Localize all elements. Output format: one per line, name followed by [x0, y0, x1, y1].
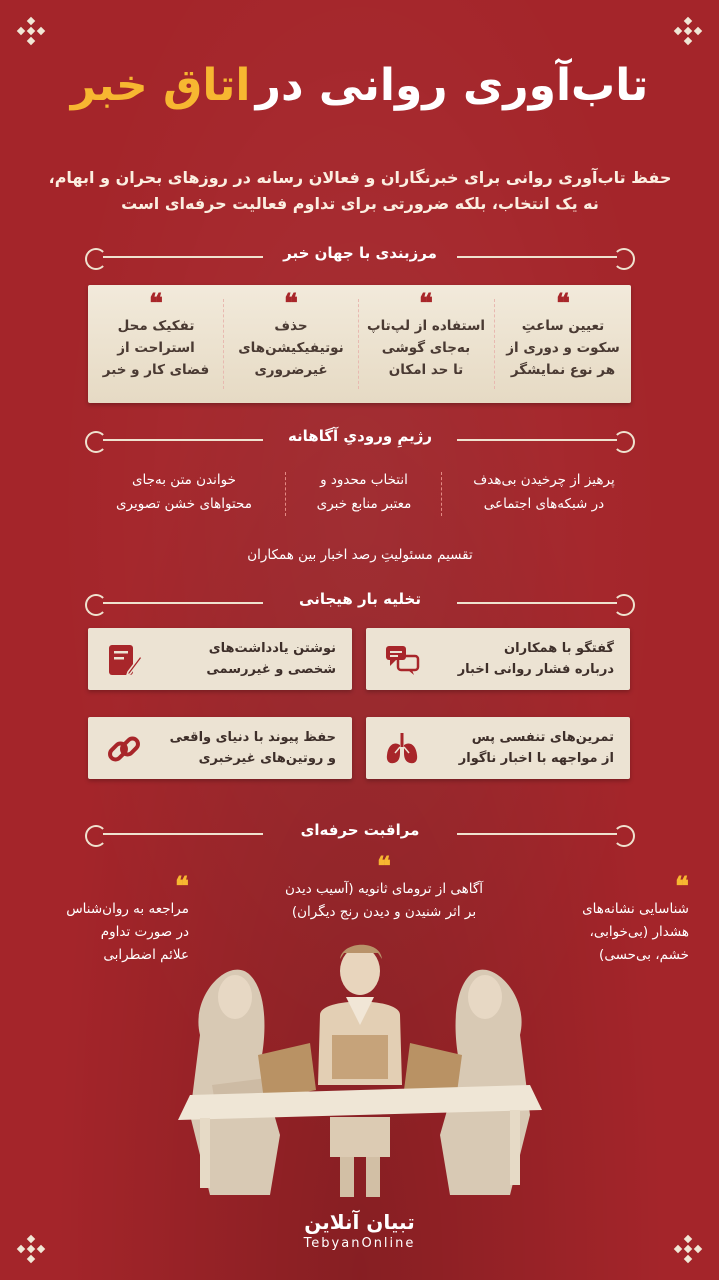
lungs-icon — [384, 731, 420, 767]
boundary-item-4-line-2: استراحت از — [117, 340, 195, 356]
center-person-leg — [366, 1157, 380, 1197]
center-person-legs — [330, 1117, 390, 1157]
corner-ornament-top-left — [18, 18, 44, 44]
desk-leg — [510, 1110, 520, 1185]
release-card-talk — [366, 628, 630, 690]
boundary-item-4-line-1: تفکیک محل — [117, 318, 195, 334]
tebyan-logo — [0, 1210, 719, 1251]
chain-link-icon — [106, 731, 142, 767]
desk-leg — [200, 1118, 210, 1188]
care-item-1-line-3: خشم، بی‌حسی) — [599, 947, 689, 963]
scroll-curl-left — [85, 594, 107, 616]
release-card-breathing-text — [459, 727, 614, 769]
scroll-curl-left — [85, 825, 107, 847]
release-card-real-world-line-2: و روتین‌های غیرخبری — [198, 751, 336, 766]
boundary-item-2-line-2: به‌جای گوشی — [381, 340, 471, 356]
quote-icon: ❝ — [149, 289, 163, 319]
divider-line-right — [457, 256, 617, 258]
scroll-curl-right — [613, 431, 635, 453]
care-item-1-line-1: شناسایی نشانه‌های — [582, 901, 689, 917]
care-item-3-line-2: در صورت تداوم — [100, 924, 189, 940]
scroll-curl-right — [613, 248, 635, 270]
corner-ornament-top-right — [675, 18, 701, 44]
diet-item-1-line-2: در شبکه‌های اجتماعی — [483, 496, 605, 512]
page-subtitle — [40, 165, 680, 217]
care-item-2-line-1: آگاهی از ترومای ثانویه (آسیب دیدن — [284, 881, 484, 897]
boundary-item-2-line-1: استفاده از لپ‌تاپ — [367, 318, 485, 334]
diet-item-3-line-1: خواندن متن به‌جای — [131, 472, 236, 488]
release-card-talk-text — [458, 638, 614, 680]
quote-icon: ❝ — [419, 289, 433, 319]
boundary-item-3-line-2: نوتیفیکیشن‌های — [238, 340, 344, 356]
scroll-curl-left — [85, 431, 107, 453]
release-card-notes — [88, 628, 352, 690]
logo-english-text: TebyanOnline — [303, 1236, 416, 1251]
divider-line-right — [457, 833, 617, 835]
section-header-boundaries — [85, 244, 635, 270]
boundary-item-1-line-1: تعیین ساعتِ — [521, 318, 605, 334]
boundary-item-2 — [366, 289, 486, 381]
chat-bubbles-icon — [384, 642, 420, 678]
section-title-emotional-release: تخلیه بار هیجانی — [299, 590, 421, 608]
logo-persian-text: تبیان آنلاین — [304, 1210, 415, 1234]
divider-line-left — [103, 256, 263, 258]
section-title-input-diet: رژیمِ ورودیِ آگاهانه — [287, 427, 433, 445]
boundary-item-3-line-3: غیرضروری — [254, 362, 328, 378]
page-title — [0, 60, 719, 111]
boundary-item-4 — [96, 289, 216, 381]
title-part-2: اتاق خبر — [70, 60, 251, 111]
dashed-separator — [441, 472, 443, 516]
boundary-item-3-line-1: حذف — [274, 318, 308, 334]
release-card-notes-text — [206, 638, 336, 680]
diet-item-2-line-1: انتخاب محدود و — [320, 472, 408, 488]
care-item-3-line-3: علائم اضطرابی — [103, 947, 189, 963]
dashed-separator — [285, 472, 287, 516]
care-item-3-line-1: مراجعه به روان‌شناس — [66, 901, 189, 917]
dashed-separator — [358, 299, 360, 389]
boundary-item-1 — [503, 289, 623, 381]
release-card-real-world-text — [170, 727, 336, 769]
section-header-emotional-release — [85, 590, 635, 616]
dashed-separator — [223, 299, 225, 389]
subtitle-line-2: نه یک انتخاب، بلکه ضرورتی برای تداوم فعالیت حرفه‌ای است — [121, 194, 599, 213]
release-card-breathing-line-2: از مواجهه با اخبار ناگوار — [458, 751, 614, 766]
scroll-curl-left — [85, 248, 107, 270]
boundary-item-1-line-2: سکوت و دوری از — [506, 340, 620, 356]
section-title-professional-care: مراقبت حرفه‌ای — [300, 821, 420, 839]
center-person-leg — [340, 1157, 354, 1197]
dashed-separator — [494, 299, 496, 389]
divider-line-right — [457, 602, 617, 604]
boundary-item-3 — [231, 289, 351, 381]
divider-line-left — [103, 439, 263, 441]
note-pen-icon — [106, 642, 142, 678]
diet-item-1 — [459, 468, 629, 516]
care-item-1 — [539, 872, 689, 967]
boundary-item-4-line-3: فضای کار و خبر — [102, 362, 210, 378]
boundary-item-2-line-3: تا حد امکان — [388, 362, 464, 378]
release-card-breathing-line-1: تمرین‌های تنفسی پس — [471, 730, 614, 745]
quote-icon: ❝ — [675, 872, 689, 902]
care-item-3 — [29, 872, 189, 967]
diet-footer: تقسیم مسئولیتِ رصد اخبار بین همکاران — [247, 547, 473, 563]
quote-icon: ❝ — [377, 852, 391, 882]
quote-icon: ❝ — [175, 872, 189, 902]
release-card-talk-line-2: درباره فشار روانی اخبار — [457, 662, 614, 677]
title-part-1: تاب‌آوری روانی در — [255, 60, 649, 111]
release-card-notes-line-2: شخصی و غیررسمی — [206, 662, 336, 677]
release-card-notes-line-1: نوشتن یادداشت‌های — [208, 641, 336, 656]
subtitle-line-1: حفظ تاب‌آوری روانی برای خبرنگاران و فعالان رسانه در روزهای بحران و ابهام، — [48, 168, 672, 187]
release-card-real-world-line-1: حفظ پیوند با دنیای واقعی — [169, 730, 336, 745]
release-card-breathing — [366, 717, 630, 779]
divider-line-right — [457, 439, 617, 441]
diet-item-3-line-2: محتواهای خشن تصویری — [115, 496, 252, 512]
release-card-real-world — [88, 717, 352, 779]
laptop-left — [258, 1043, 316, 1100]
care-item-2-line-2: بر اثر شنیدن و دیدن رنج دیگران) — [291, 904, 477, 920]
scroll-curl-right — [613, 825, 635, 847]
laptop-center — [332, 1035, 388, 1079]
boundary-item-1-line-3: هر نوع نمایشگر — [510, 362, 616, 378]
section-header-input-diet — [85, 427, 635, 453]
boundaries-panel — [88, 285, 631, 403]
section-title-boundaries: مرزبندی با جهان خبر — [283, 244, 437, 262]
diet-item-3 — [99, 468, 269, 516]
quote-icon: ❝ — [284, 289, 298, 319]
release-card-talk-line-1: گفتگو با همکاران — [504, 641, 614, 656]
care-item-1-line-2: هشدار (بی‌خوابی، — [589, 924, 689, 940]
section-header-professional-care — [85, 821, 635, 847]
newsroom-illustration — [170, 935, 550, 1205]
diet-item-2-line-2: معتبر منابع خبری — [316, 496, 412, 512]
quote-icon: ❝ — [556, 289, 570, 319]
diet-item-1-line-1: پرهیز از چرخیدن بی‌هدف — [473, 472, 615, 488]
care-item-2 — [249, 852, 519, 924]
divider-line-left — [103, 602, 263, 604]
scroll-curl-right — [613, 594, 635, 616]
diet-item-2 — [294, 468, 434, 516]
divider-line-left — [103, 833, 263, 835]
